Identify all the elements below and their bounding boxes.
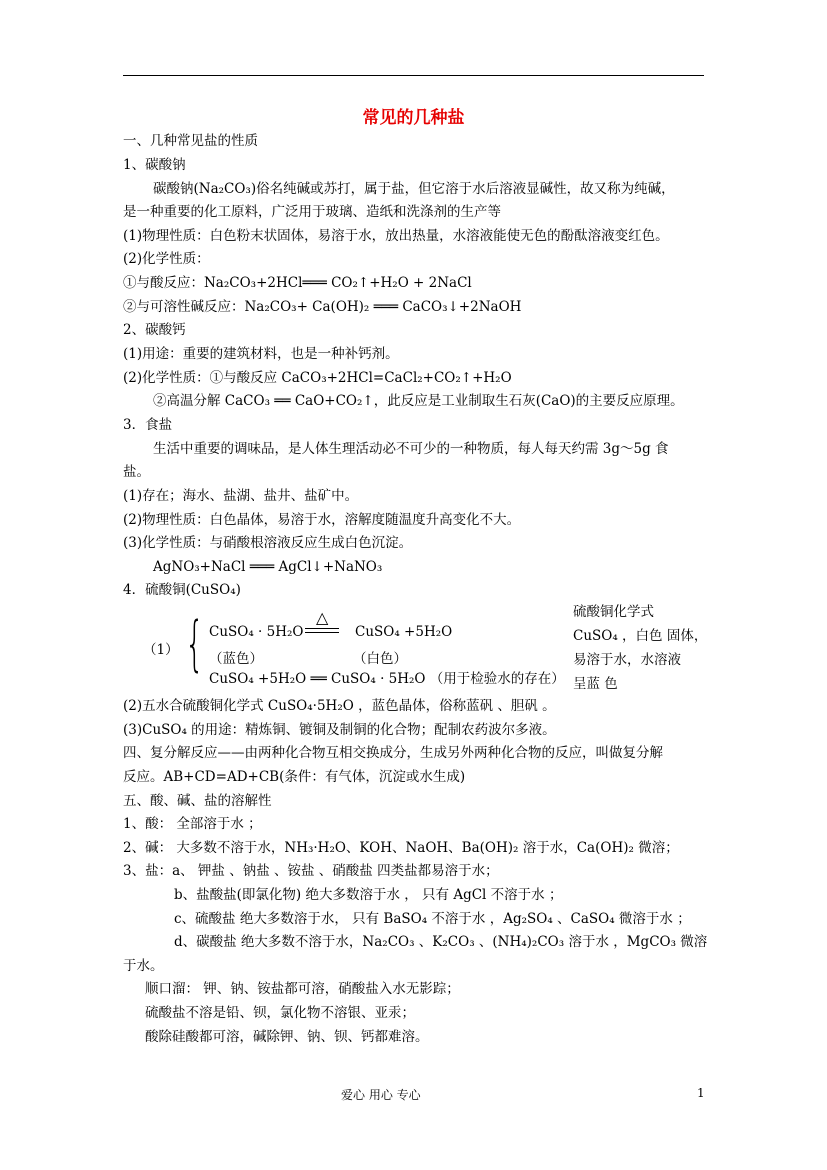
text-line: (1)物理性质：白色粉末状固体，易溶于水，放出热量，水溶液能使无色的酚酞溶液变红色。: [123, 228, 669, 244]
text-line: (2)物理性质：白色晶体，易溶于水，溶解度随温度升高变化不大。: [123, 512, 521, 528]
text-line: 反应。AB+CD=AD+CB(条件：有气体，沉淀或水生成): [123, 769, 466, 785]
text-line: 4．硫酸铜(CuSO₄): [123, 582, 241, 598]
text-line: b、盐酸盐(即氯化物) 绝大多数溶于水 ， 只有 AgCl 不溶于水 ；: [174, 887, 563, 903]
reaction-right: CuSO₄ +5H₂O: [355, 624, 453, 640]
text-line: 于水。: [123, 958, 164, 974]
equals-line: [305, 632, 339, 633]
reaction-left: CuSO₄ · 5H₂O: [209, 624, 304, 640]
text-line: 生活中重要的调味品，是人体生理活动必不可少的一种物质，每人每天约需 3g～5g 食: [153, 441, 669, 457]
text-line: 1、酸： 全部溶于水 ；: [123, 816, 262, 832]
side-note: 呈蓝 色: [573, 676, 618, 692]
text-line: 2、碳酸钙: [123, 322, 186, 338]
box-label: （1）: [143, 642, 179, 658]
text-line: 顺口溜： 钾、钠、铵盐都可溶，硝酸盐入水无影踪；: [145, 981, 460, 997]
text-line: 1、碳酸钠: [123, 157, 186, 173]
text-line: (3)CuSO₄ 的用途：精炼铜、镀铜及制铜的化合物；配制农药波尔多液。: [123, 722, 556, 738]
text-line: ②高温分解 CaCO₃ ══ CaO+CO₂↑，此反应是工业制取生石灰(CaO)的主要反应原理。: [153, 393, 684, 409]
text-line: 五、酸、碱、盐的溶解性: [123, 793, 272, 809]
text-line: 一、几种常见盐的性质: [123, 133, 258, 149]
text-line: 是一种重要的化工原料，广泛用于玻璃、造纸和洗涤剂的生产等: [123, 204, 501, 220]
text-line: 3．食盐: [123, 417, 173, 433]
text-line: c、硫酸盐 绝大多数溶于水， 只有 BaSO₄ 不溶于水 ，Ag₂SO₄ 、CaSO₄ 微溶于水 ；: [174, 911, 691, 927]
footer-text: 爱心 用心 专心: [341, 1088, 421, 1102]
text-line: (2)五水合硫酸铜化学式 CuSO₄·5H₂O ，蓝色晶体，俗称蓝矾 、胆矾 。: [123, 698, 556, 714]
text-line: AgNO₃+NaCl ═══ AgCl↓+NaNO₃: [153, 559, 383, 575]
text-line: 四、复分解反应——由两种化合物互相交换成分，生成另外两种化合物的反应，叫做复分解: [123, 745, 663, 761]
page-number: 1: [697, 1086, 705, 1100]
text-line: (2)化学性质：①与酸反应 CaCO₃+2HCl=CaCl₂+CO₂↑+H₂O: [123, 370, 512, 386]
side-note: 易溶于水，水溶液: [573, 652, 681, 668]
reaction-reverse: CuSO₄ +5H₂O ══ CuSO₄ · 5H₂O （用于检验水的存在）: [209, 671, 565, 687]
text-line: 酸除硅酸都可溶，碱除钾、钠、钡、钙都难溶。: [145, 1029, 429, 1045]
heat-triangle-icon: △: [316, 608, 329, 627]
text-line: ①与酸反应：Na₂CO₃+2HCl═══ CO₂↑+H₂O + 2NaCl: [123, 275, 472, 291]
text-line: d、碳酸盐 绝大多数不溶于水，Na₂CO₃ 、K₂CO₃ 、(NH₄)₂CO₃ 溶于水 ，MgCO₃ 微溶: [174, 934, 708, 950]
equals-line: [305, 628, 339, 629]
text-line: 盐。: [123, 464, 150, 480]
brace-symbol: {: [185, 609, 205, 679]
color-white-label: （白色）: [353, 651, 407, 667]
text-line: (1)存在；海水、盐湖、盐井、盐矿中。: [123, 488, 359, 504]
text-line: (2)化学性质：: [123, 251, 210, 267]
side-note: CuSO₄ ，白色 固体，: [573, 628, 708, 644]
text-line: 硫酸盐不溶是铅、钡，氯化物不溶银、亚汞；: [145, 1005, 415, 1021]
color-blue-label: （蓝色）: [209, 651, 263, 667]
text-line: (3)化学性质：与硝酸根溶液反应生成白色沉淀。: [123, 535, 413, 551]
text-line: 碳酸钠(Na₂CO₃)俗名纯碱或苏打，属于盐，但它溶于水后溶液显碱性，故又称为纯碱，: [153, 181, 675, 197]
page-title: 常见的几种盐: [362, 108, 465, 128]
text-line: 3、盐：a、 钾盐 、钠盐 、铵盐 、硝酸盐 四类盐都易溶于水；: [123, 863, 499, 879]
text-line: 2、碱： 大多数不溶于水，NH₃·H₂O、KOH、NaOH、Ba(OH)₂ 溶于水，Ca(OH)₂ 微溶；: [123, 840, 679, 856]
header-rule: [123, 75, 704, 76]
text-line: ②与可溶性碱反应：Na₂CO₃+ Ca(OH)₂ ═══ CaCO₃↓+2NaOH: [123, 299, 522, 315]
text-line: (1)用途：重要的建筑材料，也是一种补钙剂。: [123, 346, 399, 362]
side-note: 硫酸铜化学式: [573, 604, 654, 620]
